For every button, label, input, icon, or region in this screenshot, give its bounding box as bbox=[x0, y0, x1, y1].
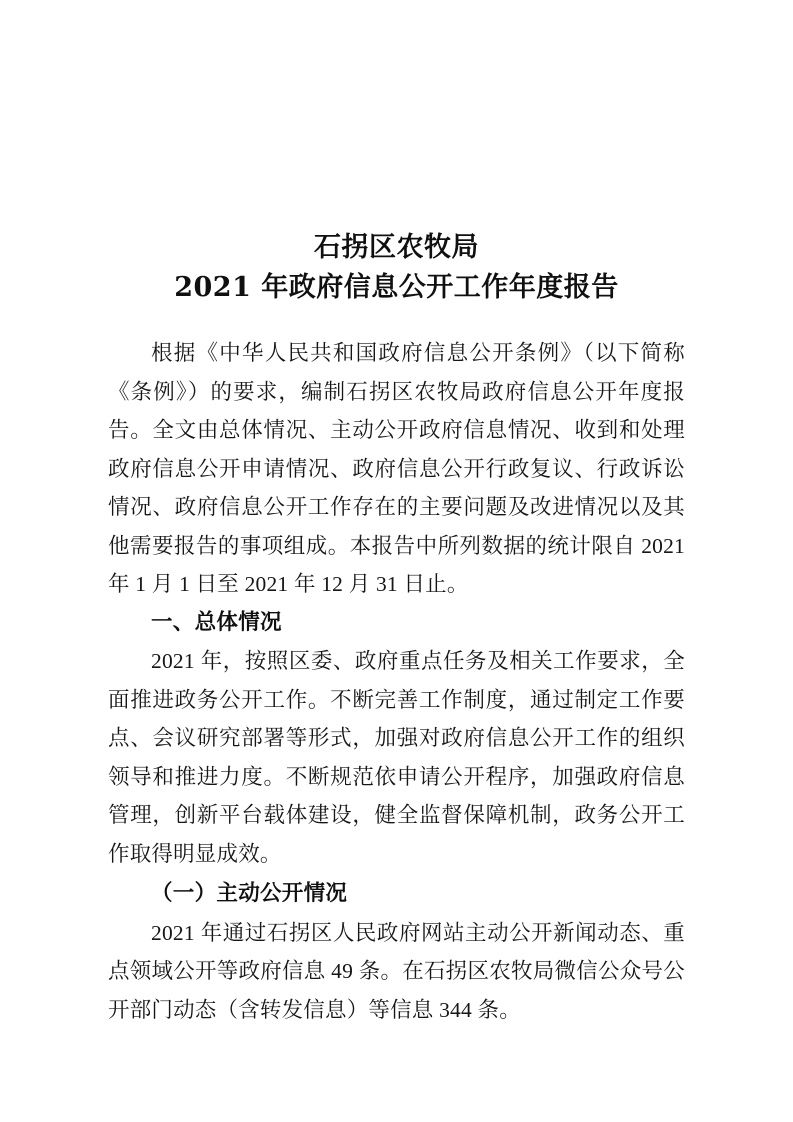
title-line-2: 2021 年政府信息公开工作年度报告 bbox=[174, 272, 619, 303]
subsection-one-body: 2021 年通过石拐区人民政府网站主动公开新闻动态、重点领域公开等政府信息 49 条。在石拐区农牧局微信公众号公开部门动态（含转发信息）等信息 344 条。 bbox=[108, 920, 685, 1022]
intro-paragraph: 根据《中华人民共和国政府信息公开条例》（以下简称《条例》）的要求，编制石拐区农牧局政府信息公开年度报告。全文由总体情况、主动公开政府信息情况、收到和处理政府信息公开申请情况、政府信息公开行政复议、行政诉讼情况、政府信息公开工作存在的主要问题及改进情况以及其他需要报告的事项组成。本报告中所列数据的统计限自 2021 年 1 月 1 日至 2021 年 12 月 31 日止。 bbox=[108, 341, 685, 596]
section-heading-one: 一、总体情况 bbox=[151, 609, 282, 635]
title-line-1: 石拐区农牧局 bbox=[314, 232, 479, 263]
section-one-body: 2021 年，按照区委、政府重点任务及相关工作要求，全面推进政务公开工作。不断完善工作制度，通过制定工作要点、会议研究部署等形式，加强对政府信息公开工作的组织领导和推进力度。不断规范依申请公开程序，加强政府信息管理，创新平台载体建设，健全监督保障机制，政务公开工作取得明显成效。 bbox=[108, 649, 685, 866]
subsection-heading-one: （一）主动公开情况 bbox=[151, 881, 348, 906]
page-title bbox=[108, 228, 685, 308]
